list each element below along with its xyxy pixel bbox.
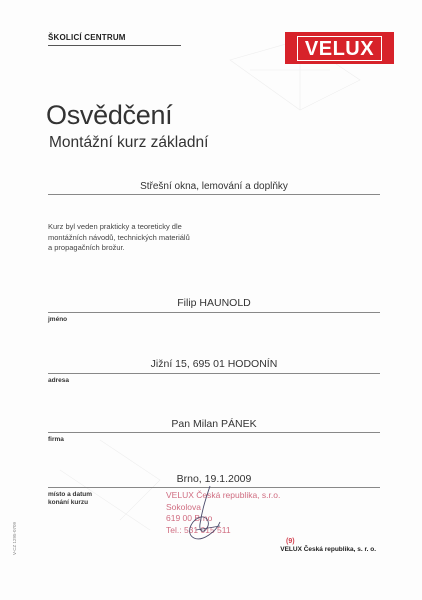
certificate-title: Osvědčení <box>46 100 173 130</box>
course-description <box>48 222 268 254</box>
company-label: firma <box>48 436 64 443</box>
place-date-value: Brno, 19.1.2009 <box>176 473 252 485</box>
address-value: Jižní 15, 695 01 HODONÍN <box>150 358 278 370</box>
stamp-line: Sokolova <box>166 501 201 512</box>
course-name: Střešní okna, lemování a doplňky <box>140 181 288 192</box>
description-line: a propagačních brožur. <box>48 243 125 252</box>
description-line: montážních návodů, technických materiálů <box>48 232 190 242</box>
stamp-line: 619 00 Brno <box>166 513 213 523</box>
footer-company: VELUX Česká republika, s. r. o. <box>280 546 376 553</box>
logo-text: VELUX <box>297 36 382 61</box>
document-code: V-CZ 1295-0709 <box>12 521 17 555</box>
stamp-code: (9) <box>286 538 295 545</box>
stamp-line: Tel.: 531 015 511 <box>166 524 231 535</box>
address-divider <box>48 373 380 374</box>
place-date-label-line: místo a datum <box>48 491 93 498</box>
handwritten-signature <box>176 484 236 546</box>
company-divider <box>48 432 380 433</box>
description-line: Kurz byl veden prakticky a teoreticky dle <box>48 222 182 231</box>
header-divider <box>48 45 181 46</box>
place-date-label <box>48 491 92 507</box>
company-value: Pan Milan PÁNEK <box>171 418 257 430</box>
place-date-label-line: konání kurzu <box>48 499 89 506</box>
velux-logo <box>285 32 394 64</box>
name-value: Filip HAUNOLD <box>177 297 251 309</box>
address-label: adresa <box>48 377 69 384</box>
name-divider <box>48 312 380 313</box>
training-center-title: ŠKOLICÍ CENTRUM <box>48 33 126 42</box>
name-label: jméno <box>48 316 68 323</box>
course-divider <box>48 194 380 195</box>
stamp-line: VELUX Česká republika, s.r.o. <box>166 490 281 500</box>
certificate-subtitle: Montážní kurz základní <box>49 134 209 151</box>
